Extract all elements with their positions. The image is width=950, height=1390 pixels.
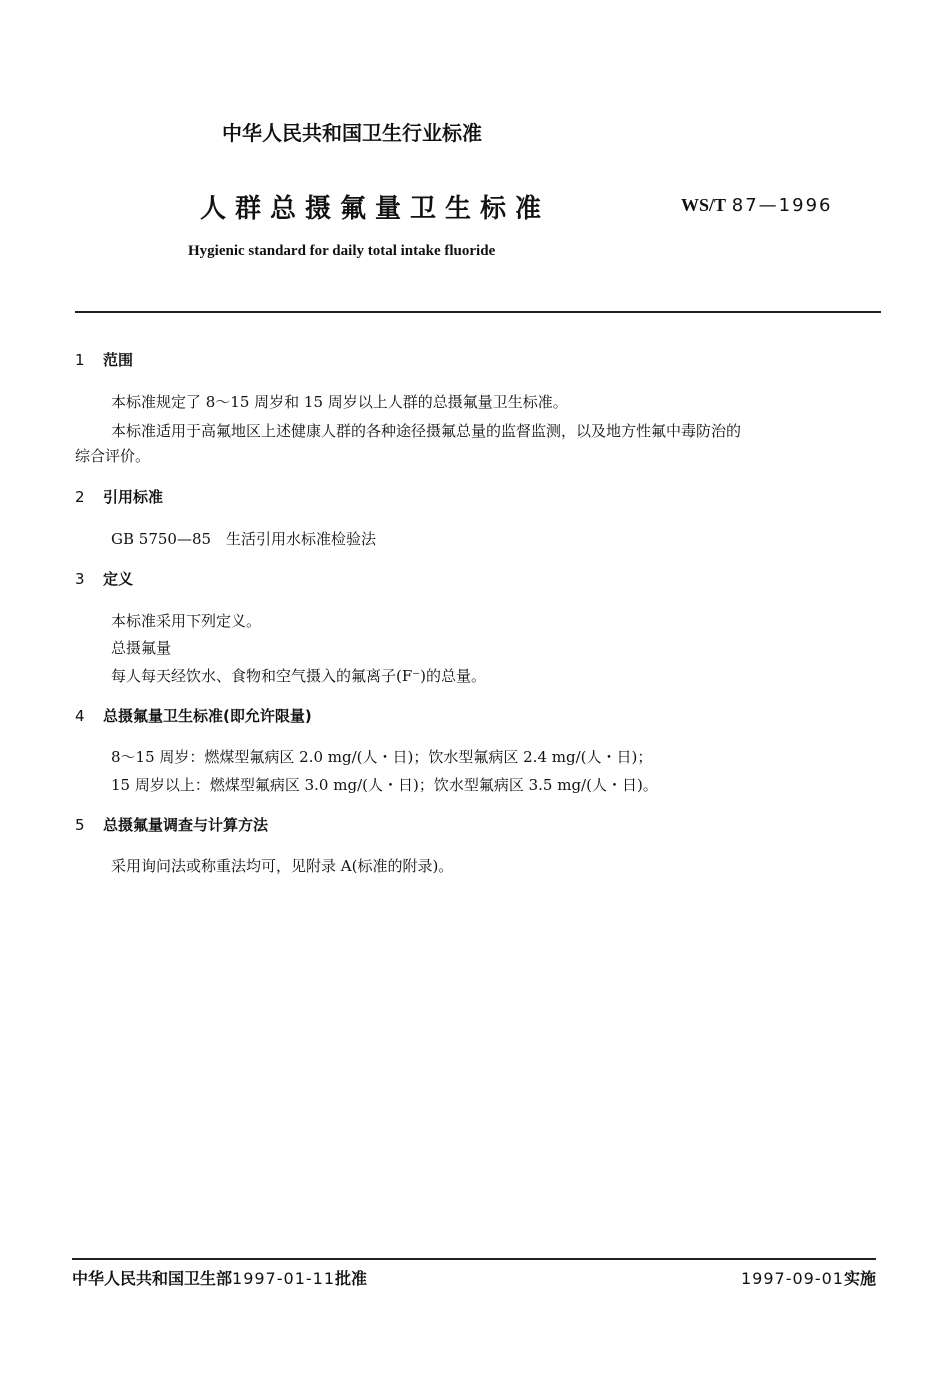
section-heading-3 [75, 568, 133, 589]
standard-prefix: WS/T [681, 195, 727, 215]
document-title: 人群总摄氟量卫生标准 [200, 194, 551, 224]
section-number: 3 [75, 570, 85, 588]
approve-date: 1997-01-11 [232, 1269, 335, 1288]
issuer: 中华人民共和国卫生部 [72, 1269, 233, 1288]
section-heading-2 [75, 486, 163, 507]
paragraph: 每人每天经饮水、食物和空气摄入的氟离子(F⁻)的总量。 [111, 667, 487, 685]
paragraph: 采用询问法或称重法均可，见附录 A(标准的附录)。 [111, 857, 454, 875]
section-title: 定义 [103, 570, 134, 588]
section-number: 1 [75, 351, 85, 369]
section-title: 范围 [103, 351, 134, 369]
english-title: Hygienic standard for daily total intake fluoride [188, 243, 496, 259]
footer-divider [72, 1258, 876, 1260]
paragraph: 15 周岁以上：燃煤型氟病区 3.0 mg/(人・日)；饮水型氟病区 3.5 mg/(人・日)。 [111, 776, 658, 794]
paragraph: GB 5750—85 生活引用水标准检验法 [111, 530, 377, 548]
section-number: 5 [75, 816, 85, 834]
section-title: 总摄氟量卫生标准(即允许限量) [103, 707, 312, 725]
approve-label: 批准 [335, 1269, 368, 1288]
section-number: 4 [75, 707, 85, 725]
section-heading-5 [75, 814, 268, 835]
effective-label: 实施 [843, 1269, 876, 1288]
effective-line [741, 1266, 876, 1289]
header-divider [75, 311, 881, 313]
paragraph: 综合评价。 [75, 447, 151, 465]
section-heading-1 [75, 349, 133, 370]
approval-line [72, 1266, 367, 1289]
standard-number [681, 195, 832, 216]
section-title: 总摄氟量调查与计算方法 [103, 816, 269, 834]
section-heading-4 [75, 705, 312, 726]
standard-code: 87—1996 [731, 195, 833, 216]
effective-date: 1997-09-01 [741, 1269, 844, 1288]
paragraph: 总摄氟量 [111, 639, 172, 657]
issuing-agency: 中华人民共和国卫生行业标准 [222, 121, 482, 145]
paragraph: 本标准适用于高氟地区上述健康人群的各种途径摄氟总量的监督监测，以及地方性氟中毒防治的 [111, 422, 742, 440]
section-title: 引用标准 [103, 488, 164, 506]
paragraph: 本标准采用下列定义。 [111, 612, 262, 630]
section-number: 2 [75, 488, 85, 506]
paragraph: 8～15 周岁：燃煤型氟病区 2.0 mg/(人・日)；饮水型氟病区 2.4 mg/(人・日)； [111, 748, 653, 766]
paragraph: 本标准规定了 8～15 周岁和 15 周岁以上人群的总摄氟量卫生标准。 [111, 393, 568, 411]
